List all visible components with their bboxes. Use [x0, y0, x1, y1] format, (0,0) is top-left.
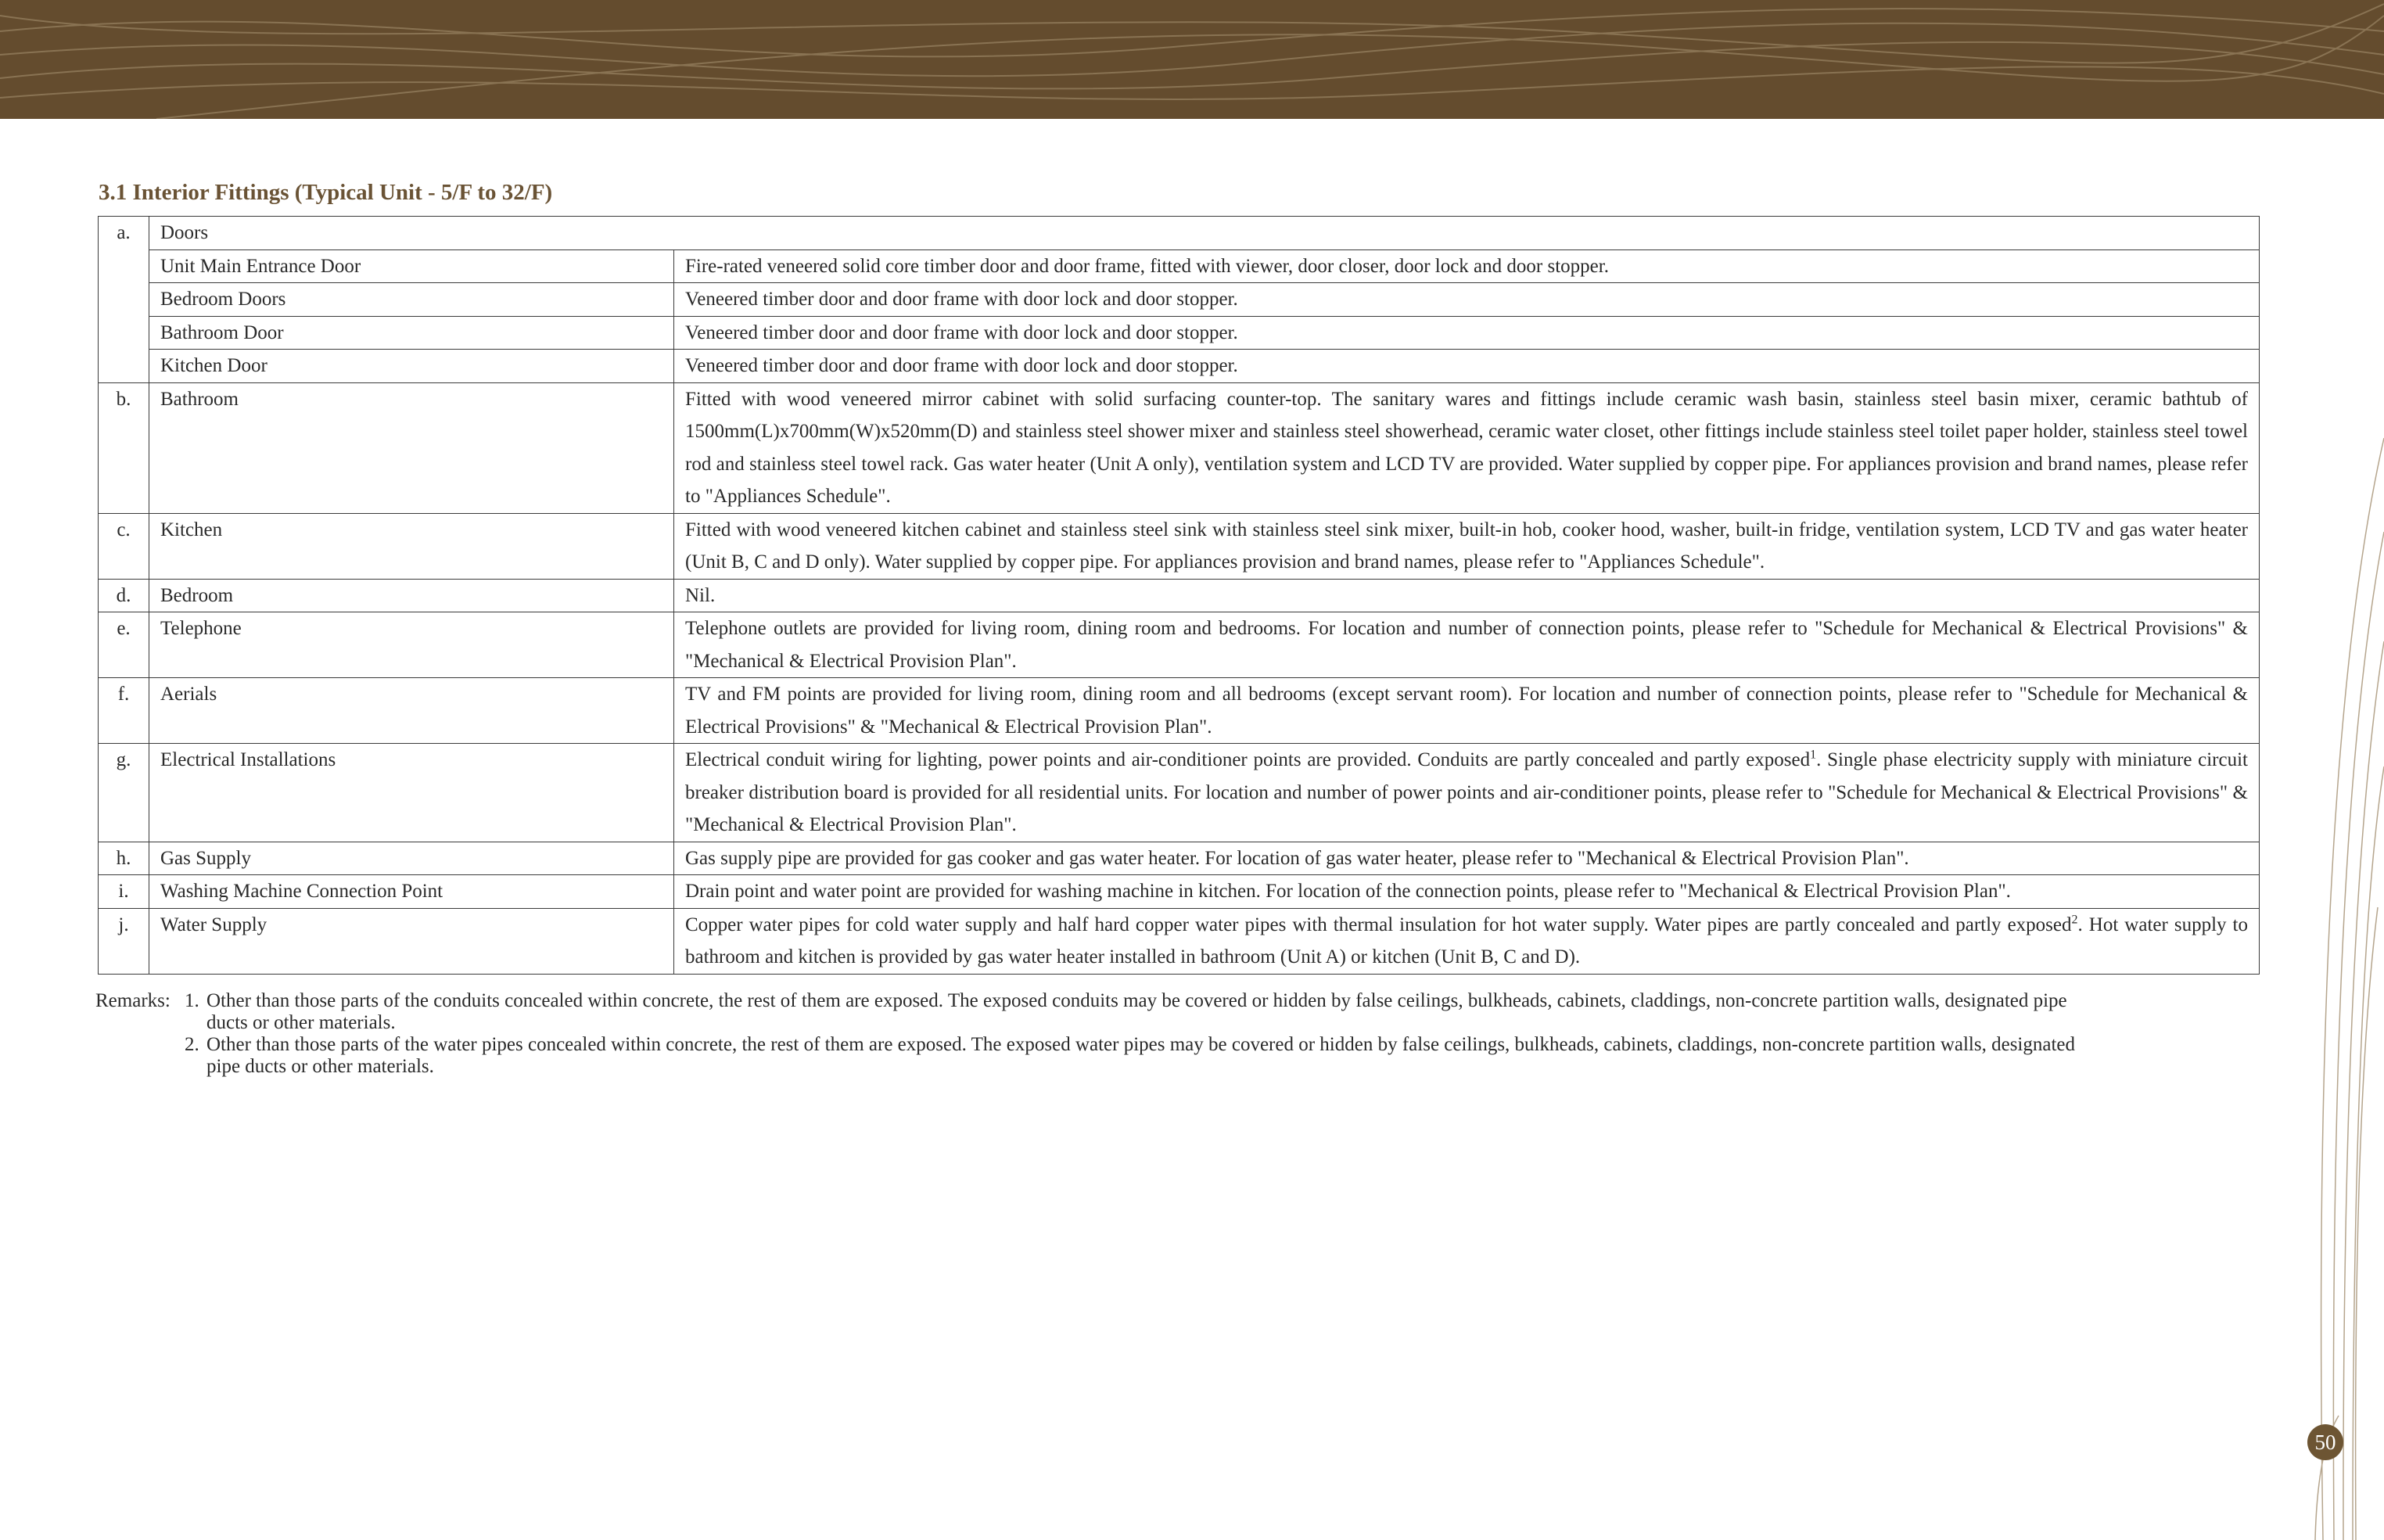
item-description: TV and FM points are provided for living room, dining room and all bedrooms (except servant room). For location and number of connection points, please refer to "Schedule for Mechanical & Electrical Provisions" & "Mechanical & Electrical Provision Plan".: [674, 678, 2260, 744]
remark-2: [95, 1034, 2260, 1056]
section-title: 3.1 Interior Fittings (Typical Unit - 5/F to 32/F): [99, 180, 553, 205]
item-name: Electrical Installations: [149, 744, 674, 842]
row-letter: e.: [99, 612, 149, 678]
table-row: [99, 382, 2260, 513]
table-row: [99, 875, 2260, 909]
item-description: Nil.: [674, 579, 2260, 612]
item-description: Drain point and water point are provided for washing machine in kitchen. For location of the connection points, please refer to "Mechanical & Electrical Provision Plan".: [674, 875, 2260, 909]
remark-number: 2.: [185, 1034, 199, 1055]
item-description: Veneered timber door and door frame with door lock and door stopper.: [674, 316, 2260, 350]
item-description: Fire-rated veneered solid core timber door and door frame, fitted with viewer, door closer, door lock and door stopper.: [674, 249, 2260, 283]
item-description: [674, 908, 2260, 974]
item-description: Gas supply pipe are provided for gas cooker and gas water heater. For location of gas water heater, please refer to "Mechanical & Electrical Provision Plan".: [674, 842, 2260, 875]
item-name: Kitchen Door: [149, 350, 674, 383]
row-letter: b.: [99, 382, 149, 513]
item-name: Bathroom Door: [149, 316, 674, 350]
row-letter: f.: [99, 678, 149, 744]
description-text: Copper water pipes for cold water supply and half hard copper water pipes with thermal insulation for hot water supply. Water pipes are partly concealed and partly exposed: [685, 914, 2072, 935]
remarks-section: [95, 990, 2260, 1078]
table-row: [99, 744, 2260, 842]
item-name: Aerials: [149, 678, 674, 744]
table-row: [99, 612, 2260, 678]
item-description: Telephone outlets are provided for living room, dining room and bedrooms. For location and number of connection points, please refer to "Schedule for Mechanical & Electrical Provisions" & "Mechanical & Electrical Provision Plan".: [674, 612, 2260, 678]
table-row: [99, 249, 2260, 283]
item-name: Gas Supply: [149, 842, 674, 875]
remark-text: pipe ducts or other materials.: [206, 1056, 434, 1077]
item-name: Bathroom: [149, 382, 674, 513]
remark-text: ducts or other materials.: [206, 1012, 396, 1033]
table-row: [99, 513, 2260, 579]
item-name: Bedroom Doors: [149, 283, 674, 317]
remark-continuation: [95, 1012, 2260, 1034]
item-description: Veneered timber door and door frame with door lock and door stopper.: [674, 350, 2260, 383]
row-letter: i.: [99, 875, 149, 909]
remarks-label: Remarks:: [95, 990, 171, 1011]
table-row: [99, 316, 2260, 350]
interior-fittings-table: [98, 216, 2260, 975]
corner-line-decoration: [2268, 438, 2384, 1540]
table-row: [99, 908, 2260, 974]
table-row: [99, 217, 2260, 250]
table-row: [99, 678, 2260, 744]
description-text: . Hot water supply to bathroom and kitchen is provided by gas water heater installed in bathroom (Unit A) or kitchen (Unit B, C and D).: [685, 914, 2248, 967]
item-name: Unit Main Entrance Door: [149, 249, 674, 283]
page-number-badge: 50: [2307, 1424, 2343, 1460]
remark-continuation: [95, 1056, 2260, 1078]
row-letter: a.: [99, 217, 149, 383]
table-row: [99, 842, 2260, 875]
item-name: Water Supply: [149, 908, 674, 974]
item-description: Fitted with wood veneered kitchen cabinet and stainless steel sink with stainless steel sink mixer, built-in hob, cooker hood, washer, built-in fridge, ventilation system, LCD TV and gas water heater (Unit B, C and D only). Water supplied by copper pipe. For appliances provision and brand names, please refer to "Appliances Schedule".: [674, 513, 2260, 579]
item-description: Veneered timber door and door frame with door lock and door stopper.: [674, 283, 2260, 317]
remark-text: Other than those parts of the conduits concealed within concrete, the rest of them are exposed. The exposed conduits may be covered or hidden by false ceilings, bulkheads, cabinets, claddings, non-concrete partition walls, designated pipe: [206, 990, 2067, 1011]
table-row: [99, 579, 2260, 612]
row-label: Doors: [149, 217, 2260, 250]
row-letter: d.: [99, 579, 149, 612]
item-name: Bedroom: [149, 579, 674, 612]
item-description: Fitted with wood veneered mirror cabinet with solid surfacing counter-top. The sanitary wares and fittings include ceramic wash basin, stainless steel basin mixer, ceramic bathtub of 1500mm(L)x700mm(W)x520mm(D) and stainless steel shower mixer and stainless steel showerhead, ceramic water closet, other fittings include stainless steel toilet paper holder, stainless steel towel rod and stainless steel towel rack. Gas water heater (Unit A only), ventilation system and LCD TV are provided. Water supplied by copper pipe. For appliances provision and brand names, please refer to "Appliances Schedule".: [674, 382, 2260, 513]
footnote-marker: 2: [2071, 913, 2078, 927]
remark-text: Other than those parts of the water pipes concealed within concrete, the rest of them are exposed. The exposed water pipes may be covered or hidden by false ceilings, bulkheads, cabinets, claddings, non-concrete partition walls, designated: [206, 1034, 2076, 1055]
header-wave-pattern: [0, 0, 2384, 119]
item-description: [674, 744, 2260, 842]
item-name: Telephone: [149, 612, 674, 678]
table-row: [99, 283, 2260, 317]
item-name: Kitchen: [149, 513, 674, 579]
row-letter: h.: [99, 842, 149, 875]
footnote-marker: 1: [1810, 748, 1817, 762]
row-letter: g.: [99, 744, 149, 842]
description-text: Electrical conduit wiring for lighting, power points and air-conditioner points are provided. Conduits are partly concealed and partly exposed: [685, 749, 1811, 770]
remark-number: 1.: [185, 990, 199, 1011]
remark-1: [185, 990, 2260, 1012]
header-band: [0, 0, 2384, 119]
table-row: [99, 350, 2260, 383]
row-letter: j.: [99, 908, 149, 974]
row-letter: c.: [99, 513, 149, 579]
remark-row: [95, 990, 2260, 1012]
item-name: Washing Machine Connection Point: [149, 875, 674, 909]
description-text: . Single phase electricity supply with miniature circuit breaker distribution board is provided for all residential units. For location and number of power points and air-conditioner points, please refer to "Schedule for Mechanical & Electrical Provisions" & "Mechanical & Electrical Provision Plan".: [685, 749, 2248, 835]
